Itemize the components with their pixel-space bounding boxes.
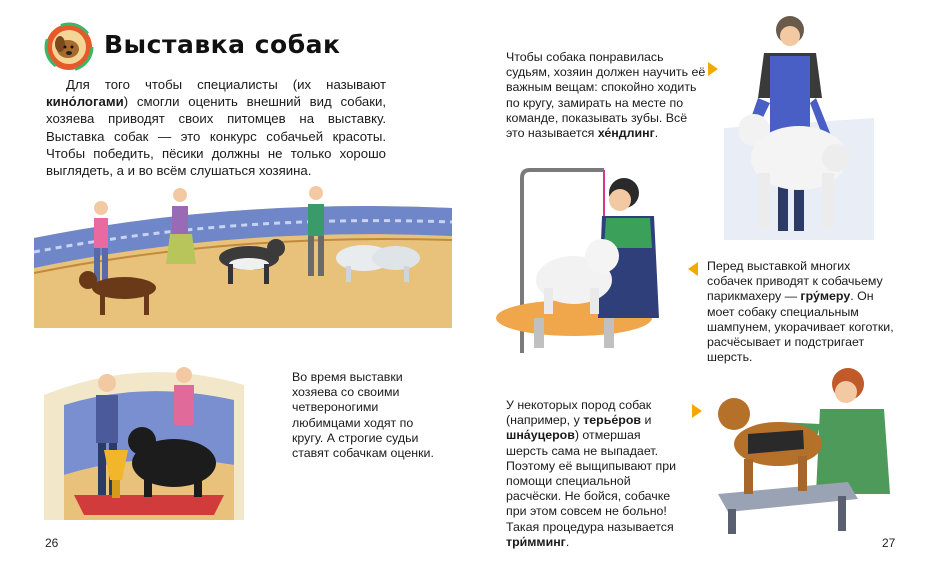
trimming-paragraph <box>506 398 676 550</box>
groomer-illustration <box>494 168 664 353</box>
pointer-right-icon <box>708 62 718 76</box>
trimming-text-3: ) отмершая шерсть сама не выпадает. Поэтому её выщипывают при помощи специальной расчёски. Не бойся, собачке при этом совсем не больно! Такая процедура называется <box>506 428 677 534</box>
poodle-handler-illustration <box>724 8 874 240</box>
grooming-paragraph <box>707 259 897 365</box>
page-number-right: 27 <box>882 536 896 550</box>
winner-with-trophy-illustration <box>44 355 244 520</box>
handling-text-2: . <box>654 126 659 141</box>
handling-term: хе́ндлинг <box>597 126 655 141</box>
judges-paragraph: Во время выставки хозяева со своими четвероногими любимцами ходят по кругу. А строгие судьи ставят собачкам оценки. <box>292 370 434 461</box>
pointer-right-icon <box>692 404 702 418</box>
intro-term-cynologists: кино́логами <box>46 94 124 110</box>
handling-text-1: Чтобы собака понравилась судьям, хозяин должен научить её важным вещам: спокойно ходить по кругу, замирать на месте по команде, показывать зубы. Всё это называется <box>506 50 706 141</box>
terrier-trimming-illustration <box>708 364 898 534</box>
grooming-text-1: Перед выставкой многих собачек приводят к собачьему парикмахеру — <box>707 259 883 304</box>
page-number-left: 26 <box>45 536 59 550</box>
handling-paragraph <box>506 50 706 141</box>
dog-head-icon <box>44 22 94 72</box>
grooming-text-2: . Он моет собаку специальным шампунем, укорачивает коготки, расчёсывает и подстригает шерсть. <box>707 289 894 365</box>
trimming-text-4: . <box>565 534 570 549</box>
intro-paragraph <box>46 76 386 179</box>
trimming-term-schnauzers: шна́уцеров <box>506 428 575 443</box>
trimming-text-2: и <box>641 413 652 428</box>
dog-show-arena-illustration <box>34 178 452 328</box>
trimming-text-1: У некоторых пород собак (например, у <box>506 398 652 428</box>
trimming-term: три́мминг <box>506 534 566 549</box>
intro-text-2: ) смогли оценить внешний вид собаки, хозяева приводят своих питомцев на выставку. Выставка собак — это конкурс собачьей красоты. Чтобы победить, пёсики должны не только хорошо выглядеть, а и во всём слушаться хозяина. <box>46 94 386 179</box>
pointer-left-icon <box>688 262 698 276</box>
trimming-term-terriers: терье́ров <box>583 413 642 428</box>
intro-text-1: Для того чтобы специалисты (их называют <box>66 77 386 92</box>
grooming-term: гру́меру <box>800 289 851 304</box>
page-title: Выставка собак <box>104 30 341 59</box>
